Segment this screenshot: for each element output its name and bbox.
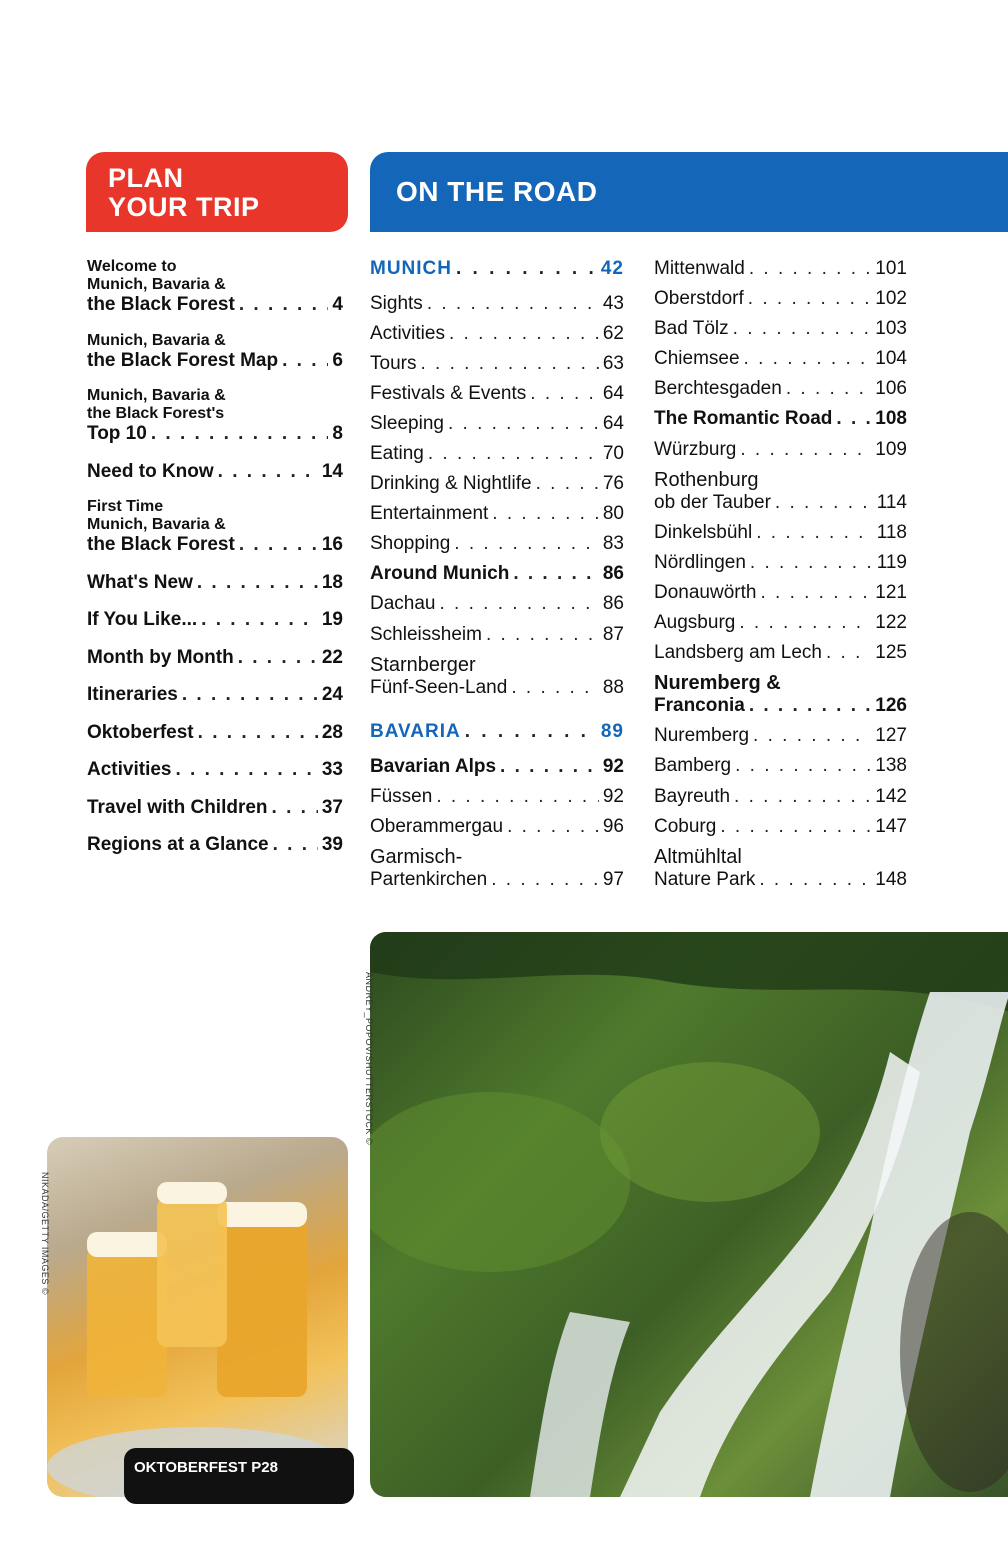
toc-page-number: 114 bbox=[876, 491, 907, 513]
toc-entry-line: Altmühltal bbox=[654, 845, 742, 868]
toc-entry-title: What's New bbox=[87, 571, 193, 593]
toc-page-number: 147 bbox=[875, 815, 907, 837]
toc-leader-dots bbox=[198, 722, 318, 745]
toc-page-number: 89 bbox=[600, 721, 624, 743]
toc-entry-line: Starnberger bbox=[370, 653, 476, 676]
toc-page-number: 63 bbox=[602, 352, 624, 374]
toc-entry-title: Bayreuth bbox=[654, 785, 731, 807]
toc-page-number: 103 bbox=[875, 318, 907, 340]
plan-title-line2: YOUR TRIP bbox=[108, 192, 260, 222]
toc-entry[interactable] bbox=[370, 413, 624, 436]
toc-entry-title: Nuremberg bbox=[654, 725, 750, 747]
toc-page-number: 28 bbox=[321, 721, 343, 743]
toc-entry[interactable] bbox=[370, 503, 624, 526]
toc-entry-title: Shopping bbox=[370, 533, 451, 555]
toc-leader-dots bbox=[530, 383, 599, 406]
plan-your-trip-header bbox=[86, 152, 348, 232]
toc-entry[interactable] bbox=[87, 797, 343, 820]
toc-entry-title: Activities bbox=[87, 759, 172, 780]
toc-entry-title: the Black Forest bbox=[87, 534, 235, 555]
toc-entry[interactable] bbox=[654, 642, 907, 665]
toc-entry-title: Dachau bbox=[370, 593, 436, 615]
toc-leader-dots bbox=[836, 408, 871, 431]
toc-entry[interactable] bbox=[87, 498, 343, 557]
toc-page-number: 80 bbox=[602, 503, 624, 525]
toc-entry-title: The Romantic Road bbox=[654, 408, 833, 430]
toc-entry-title: Festivals & Events bbox=[370, 382, 527, 404]
toc-leader-dots bbox=[733, 318, 872, 341]
toc-entry[interactable] bbox=[370, 383, 624, 406]
toc-entry[interactable] bbox=[654, 786, 907, 809]
toc-page-number: 108 bbox=[875, 408, 907, 430]
toc-entry[interactable] bbox=[370, 786, 624, 809]
toc-leader-dots bbox=[735, 755, 871, 778]
toc-entry-title: Drinking & Nightlife bbox=[370, 473, 532, 495]
toc-entry[interactable] bbox=[370, 443, 624, 466]
toc-entry-title: If You Like... bbox=[87, 609, 198, 630]
toc-leader-dots bbox=[500, 756, 599, 779]
toc-entry-line: Rothenburg bbox=[654, 468, 759, 491]
toc-leader-dots bbox=[786, 378, 871, 401]
toc-entry-title: Schleissheim bbox=[370, 623, 482, 645]
waterfall-illustration bbox=[370, 932, 1008, 1497]
toc-entry-line: Munich, Bavaria & bbox=[87, 516, 226, 533]
toc-page-number: 87 bbox=[602, 623, 624, 645]
toc-page-number: 104 bbox=[875, 348, 907, 370]
toc-leader-dots bbox=[760, 582, 871, 605]
toc-leader-dots bbox=[218, 461, 318, 484]
toc-page-number: 39 bbox=[321, 834, 343, 855]
toc-entry-title: Oberstdorf bbox=[654, 288, 744, 310]
toc-entry[interactable] bbox=[654, 288, 907, 311]
toc-entry-title: Itineraries bbox=[87, 684, 178, 705]
toc-leader-dots bbox=[749, 258, 871, 281]
toc-entry-title: Top 10 bbox=[87, 423, 147, 444]
toc-entry-title: Augsburg bbox=[654, 612, 736, 634]
toc-page-number: 109 bbox=[875, 438, 907, 460]
toc-entry-title: Nördlingen bbox=[654, 551, 746, 573]
toc-leader-dots bbox=[182, 684, 318, 707]
toc-entry[interactable] bbox=[87, 647, 343, 670]
toc-entry-title: Travel with Children bbox=[87, 796, 268, 818]
toc-page-number: 42 bbox=[600, 258, 624, 279]
toc-entry[interactable] bbox=[370, 756, 624, 779]
toc-page-number: 101 bbox=[875, 258, 907, 279]
toc-page-number: 83 bbox=[602, 533, 624, 555]
toc-page-number: 86 bbox=[602, 593, 624, 615]
toc-entry[interactable] bbox=[87, 387, 343, 446]
toc-leader-dots bbox=[492, 503, 599, 526]
toc-leader-dots bbox=[238, 647, 318, 670]
on-the-road-header bbox=[370, 152, 1008, 232]
toc-page-number: 92 bbox=[602, 755, 624, 777]
toc-leader-dots bbox=[740, 439, 871, 462]
toc-entry-title: Landsberg am Lech bbox=[654, 642, 822, 664]
toc-entry-title: Füssen bbox=[370, 785, 433, 807]
toc-entry[interactable] bbox=[370, 816, 624, 839]
toc-page-number: 16 bbox=[321, 534, 343, 555]
toc-leader-dots bbox=[427, 293, 599, 316]
toc-page-number: 92 bbox=[602, 785, 624, 807]
toc-section-heading[interactable] bbox=[370, 258, 624, 281]
toc-entry-title: the Black Forest bbox=[87, 294, 235, 315]
toc-leader-dots bbox=[759, 869, 871, 892]
toc-entry-line: Nuremberg & bbox=[654, 672, 781, 695]
road-title: ON THE ROAD bbox=[396, 176, 598, 207]
toc-page-number: 122 bbox=[875, 612, 907, 634]
toc-entry[interactable] bbox=[654, 582, 907, 605]
toc-page-number: 14 bbox=[321, 460, 343, 482]
toc-page-number: 33 bbox=[321, 759, 343, 780]
toc-leader-dots bbox=[273, 834, 318, 857]
toc-entry-title: Sights bbox=[370, 292, 423, 314]
toc-leader-dots bbox=[753, 725, 871, 748]
toc-leader-dots bbox=[454, 533, 599, 556]
toc-page-number: 97 bbox=[602, 868, 624, 890]
toc-page-number: 118 bbox=[876, 521, 907, 543]
toc-page-number: 96 bbox=[602, 815, 624, 837]
road-toc-column-1 bbox=[370, 258, 624, 899]
toc-page-number: 64 bbox=[602, 412, 624, 434]
toc-leader-dots bbox=[750, 552, 873, 575]
toc-page-number: 121 bbox=[875, 581, 907, 603]
toc-page-number: 18 bbox=[321, 571, 343, 593]
toc-entry[interactable] bbox=[370, 624, 624, 647]
toc-entry[interactable] bbox=[370, 353, 624, 376]
toc-entry-title: Regions at a Glance bbox=[87, 834, 269, 855]
toc-page-number: 4 bbox=[332, 294, 343, 315]
toc-entry[interactable] bbox=[654, 612, 907, 635]
toc-page-number: 24 bbox=[321, 684, 343, 705]
toc-entry-title: Coburg bbox=[654, 815, 717, 837]
toc-leader-dots bbox=[201, 609, 318, 632]
toc-entry[interactable] bbox=[87, 332, 343, 373]
toc-entry[interactable] bbox=[87, 684, 343, 707]
toc-entry[interactable] bbox=[654, 318, 907, 341]
toc-entry[interactable] bbox=[654, 755, 907, 778]
toc-leader-dots bbox=[449, 323, 599, 346]
toc-entry[interactable] bbox=[654, 672, 907, 718]
toc-entry[interactable] bbox=[654, 348, 907, 371]
toc-leader-dots bbox=[826, 642, 871, 665]
toc-leader-dots bbox=[436, 786, 599, 809]
toc-page-number: 125 bbox=[875, 642, 907, 664]
toc-entry[interactable] bbox=[370, 593, 624, 616]
toc-entry-title: Bavarian Alps bbox=[370, 755, 497, 777]
toc-entry-line: First Time bbox=[87, 498, 164, 515]
toc-entry-line: Munich, Bavaria & bbox=[87, 331, 226, 349]
toc-leader-dots bbox=[239, 294, 329, 317]
toc-entry[interactable] bbox=[370, 533, 624, 556]
toc-entry-line: Munich, Bavaria & bbox=[87, 387, 226, 404]
toc-page-number: 70 bbox=[602, 442, 624, 464]
toc-entry-title: Entertainment bbox=[370, 503, 489, 525]
toc-section-heading[interactable] bbox=[370, 721, 624, 744]
toc-entry-title: Chiemsee bbox=[654, 348, 740, 370]
toc-page-number: 6 bbox=[332, 349, 343, 371]
toc-entry-title: Partenkirchen bbox=[370, 868, 488, 890]
toc-page-number: 43 bbox=[602, 292, 624, 314]
toc-entry-line: the Black Forest's bbox=[87, 405, 225, 422]
toc-entry[interactable] bbox=[87, 722, 343, 745]
toc-leader-dots bbox=[739, 612, 871, 635]
toc-entry-title: Franconia bbox=[654, 695, 745, 717]
toc-leader-dots bbox=[282, 350, 328, 373]
toc-leader-dots bbox=[465, 721, 597, 744]
toc-leader-dots bbox=[491, 869, 599, 892]
toc-entry-title: Tours bbox=[370, 352, 417, 374]
toc-entry-title: Donauwörth bbox=[654, 581, 757, 603]
toc-entry[interactable] bbox=[87, 834, 343, 857]
toc-leader-dots bbox=[197, 572, 318, 595]
toc-entry-title: Oberammergau bbox=[370, 815, 504, 837]
toc-entry[interactable] bbox=[654, 522, 907, 545]
toc-leader-dots bbox=[720, 816, 871, 839]
toc-entry[interactable] bbox=[654, 469, 907, 515]
toc-page-number: 8 bbox=[332, 423, 343, 444]
toc-page-number: 86 bbox=[602, 563, 624, 585]
toc-entry-title: the Black Forest Map bbox=[87, 349, 279, 371]
toc-leader-dots bbox=[749, 695, 871, 718]
toc-leader-dots bbox=[420, 353, 598, 376]
toc-entry[interactable] bbox=[654, 846, 907, 892]
toc-leader-dots bbox=[744, 348, 872, 371]
toc-entry-title: BAVARIA bbox=[370, 721, 461, 743]
toc-leader-dots bbox=[440, 593, 599, 616]
toc-entry-title: Month by Month bbox=[87, 646, 234, 668]
toc-entry[interactable] bbox=[87, 258, 343, 317]
toc-entry[interactable] bbox=[370, 563, 624, 586]
toc-entry-title: Around Munich bbox=[370, 563, 510, 585]
toc-entry-title: Würzburg bbox=[654, 438, 737, 460]
toc-page-number: 37 bbox=[321, 796, 343, 818]
toc-entry[interactable] bbox=[654, 439, 907, 462]
toc-entry-title: Activities bbox=[370, 322, 445, 344]
toc-page-number: 142 bbox=[875, 785, 907, 807]
beer-photo-credit: NIKADA/GETTY IMAGES © bbox=[40, 1172, 50, 1295]
toc-entry-title: Dinkelsbühl bbox=[654, 521, 753, 543]
toc-entry[interactable] bbox=[87, 572, 343, 595]
toc-page-number: 138 bbox=[875, 755, 907, 777]
oktoberfest-badge-label: OKTOBERFEST P28 bbox=[134, 1459, 278, 1476]
plan-trip-toc bbox=[87, 258, 343, 872]
toc-page-number: 127 bbox=[875, 725, 907, 747]
toc-entry-line: Munich, Bavaria & bbox=[87, 276, 226, 293]
toc-leader-dots bbox=[511, 677, 599, 700]
toc-page-number: 88 bbox=[602, 676, 624, 698]
toc-entry[interactable] bbox=[87, 461, 343, 484]
toc-leader-dots bbox=[734, 786, 871, 809]
toc-entry[interactable] bbox=[654, 816, 907, 839]
toc-entry-title: ob der Tauber bbox=[654, 491, 771, 513]
toc-page-number: 64 bbox=[602, 382, 624, 404]
toc-entry[interactable] bbox=[654, 408, 907, 431]
road-toc-column-2 bbox=[654, 258, 907, 899]
beer-photo bbox=[47, 1137, 348, 1497]
toc-page-number: 22 bbox=[321, 646, 343, 668]
waterfall-photo-credit: ANDREY_POPOV/SHUTTERSTOCK © bbox=[364, 972, 374, 1145]
toc-entry-title: Oktoberfest bbox=[87, 721, 194, 743]
toc-leader-dots bbox=[428, 443, 599, 466]
toc-entry-title: MUNICH bbox=[370, 258, 452, 279]
toc-entry-title: Eating bbox=[370, 442, 424, 464]
toc-entry[interactable] bbox=[654, 725, 907, 748]
toc-page-number: 19 bbox=[321, 609, 343, 630]
toc-entry[interactable] bbox=[87, 609, 343, 632]
toc-entry-line: Garmisch- bbox=[370, 845, 463, 868]
toc-leader-dots bbox=[748, 288, 872, 311]
toc-entry[interactable] bbox=[654, 378, 907, 401]
toc-page-number: 126 bbox=[875, 695, 907, 717]
toc-entry-title: Fünf-Seen-Land bbox=[370, 676, 508, 698]
toc-entry-line: Welcome to bbox=[87, 258, 177, 275]
toc-entry[interactable] bbox=[370, 846, 624, 892]
toc-leader-dots bbox=[536, 473, 599, 496]
toc-leader-dots bbox=[775, 492, 873, 515]
toc-leader-dots bbox=[513, 563, 599, 586]
toc-leader-dots bbox=[486, 624, 599, 647]
toc-page-number: 148 bbox=[875, 868, 907, 890]
toc-leader-dots bbox=[239, 534, 318, 557]
toc-entry[interactable] bbox=[370, 293, 624, 316]
toc-page-number: 119 bbox=[876, 551, 907, 573]
toc-entry-title: Mittenwald bbox=[654, 258, 745, 279]
toc-entry-title: Need to Know bbox=[87, 460, 214, 482]
toc-entry[interactable] bbox=[370, 473, 624, 496]
toc-leader-dots bbox=[756, 522, 872, 545]
plan-title-line1: PLAN bbox=[108, 163, 184, 193]
toc-leader-dots bbox=[507, 816, 599, 839]
toc-entry[interactable] bbox=[654, 552, 907, 575]
toc-page-number: 76 bbox=[602, 473, 624, 495]
toc-entry[interactable] bbox=[370, 654, 624, 700]
toc-page-number: 62 bbox=[602, 322, 624, 344]
toc-leader-dots bbox=[272, 797, 318, 820]
toc-entry-title: Nature Park bbox=[654, 868, 756, 890]
toc-entry-title: Sleeping bbox=[370, 412, 444, 434]
beer-steins-illustration bbox=[47, 1137, 348, 1497]
toc-page-number: 102 bbox=[875, 288, 907, 310]
toc-leader-dots bbox=[151, 423, 329, 446]
toc-leader-dots bbox=[448, 413, 599, 436]
toc-leader-dots bbox=[175, 759, 317, 782]
toc-page-number: 106 bbox=[875, 378, 907, 400]
waterfall-photo bbox=[370, 932, 1008, 1497]
toc-entry-title: Bad Tölz bbox=[654, 318, 729, 340]
toc-entry[interactable] bbox=[87, 759, 343, 782]
toc-entry[interactable] bbox=[370, 323, 624, 346]
toc-entry[interactable] bbox=[654, 258, 907, 281]
oktoberfest-badge[interactable] bbox=[124, 1448, 354, 1504]
toc-entry-title: Berchtesgaden bbox=[654, 378, 782, 400]
toc-entry-title: Bamberg bbox=[654, 755, 732, 777]
toc-leader-dots bbox=[456, 258, 597, 281]
